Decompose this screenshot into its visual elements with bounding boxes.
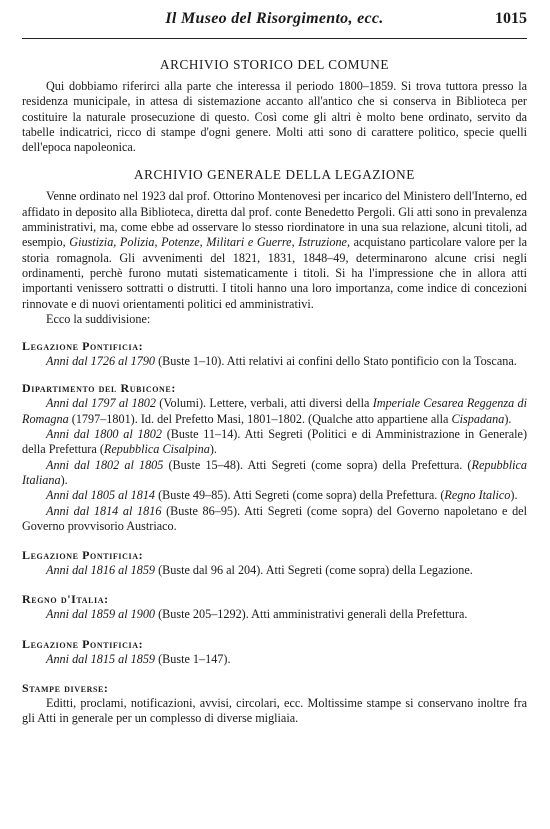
entry-text: (Buste 49–85). Atti Segreti (come sopra) della Prefettura. ( xyxy=(155,488,445,503)
entry-period: Anni dal 1815 al 1859 xyxy=(46,651,156,666)
entry-dipartimento-5 xyxy=(22,504,527,535)
entry-text: (Buste 205–1292). Atti amministrativi generali della Prefettura. xyxy=(155,607,468,622)
entry-text: ). xyxy=(510,488,518,503)
entry-dipartimento-2 xyxy=(22,427,527,458)
entry-text: ). xyxy=(209,442,217,457)
text-run: Venne ordinato nel 1923 dal prof. Ottorino Montenovesi per incarico del Ministero dell'Interno, ed affidato in deposito alla Biblioteca, diretta dal prof. conte Benedetto Pergoli. Gli atti sono in prevalenza amministrativi, ma, come ebbe ad osservare lo stesso riordinatore in una sua relazione, alcuni titoli, ad esempio, xyxy=(22,189,527,250)
entry-period: Anni dal 1802 al 1805 xyxy=(46,457,164,472)
section-title-archivio-generale: ARCHIVIO GENERALE DELLA LEGAZIONE xyxy=(134,167,415,183)
heading-legazione-pontificia-3: Legazione Pontificia: xyxy=(22,636,144,651)
entry-stampe: Editti, proclami, notificazioni, avvisi, circolari, ecc. Moltissime stampe si conservano inoltre fra gli Atti in generale per un complesso di diverse migliaia. xyxy=(22,696,527,726)
entry-text-italic: Repubblica Cisalpina xyxy=(103,442,210,457)
entry-text: (Buste 1–147). xyxy=(155,651,231,666)
page-header xyxy=(22,10,527,32)
entry-text: ). xyxy=(60,472,68,487)
text-run: , acquistano particolare valore per la storia romagnola. Gli avvenimenti del 1821, 1831, 1848–49, determinarono alcune crisi negli ordinamenti, perchè furono mutati sistematicamente i titoli. Si ha l'impressione che in allora atti importanti venissero sottratti o distrutti. I titoli hanno una loro importanza, come indice di concezioni rinnovate e di nuovi orientamenti politici ed amministrativi. xyxy=(22,235,527,311)
entry-text: (Buste 11–14). Atti Segreti (Politici e di Amministrazione in Generale) della Prefettura ( xyxy=(22,427,528,457)
entry-legazione-1 xyxy=(22,354,527,369)
entry-period: Anni dal 1859 al 1900 xyxy=(46,607,156,622)
entry-text: (Buste 86–95). Atti Segreti (come sopra) del Governo napoletano e del Governo provvisorio Austriaco. xyxy=(22,503,527,533)
entry-dipartimento-1 xyxy=(22,396,527,427)
entry-text-italic: Repubblica Italiana xyxy=(22,457,528,487)
text-run-italic: Giustizia, Polizia, Potenze, Militari e Guerre, Istruzione xyxy=(69,235,347,250)
entry-legazione-2 xyxy=(22,563,527,578)
entry-period: Anni dal 1800 al 1802 xyxy=(46,427,162,442)
paragraph-suddivisione: Ecco la suddivisione: xyxy=(46,311,151,326)
paragraph-archivio-generale xyxy=(22,189,527,311)
entry-text: (Buste 1–10). Atti relativi ai confini dello Stato pontificio con la Toscana. xyxy=(155,354,517,369)
entry-legazione-3 xyxy=(22,652,527,667)
entry-text: (1797–1801). Id. del Prefetto Masi, 1801–1802. (Qualche atto appartiene alla xyxy=(68,411,452,426)
entry-period: Anni dal 1816 al 1859 xyxy=(46,563,156,578)
entry-period: Anni dal 1805 al 1814 xyxy=(46,488,156,503)
entry-text: (Buste dal 96 al 204). Atti Segreti (come sopra) della Legazione. xyxy=(155,563,473,578)
entry-text-italic: Regno Italico xyxy=(444,488,511,503)
entry-text: (Volumi). Lettere, verbali, atti diversi della xyxy=(155,396,373,411)
document-page xyxy=(22,10,527,727)
entry-text: (Buste 15–48). Atti Segreti (come sopra) della Prefettura. ( xyxy=(163,457,472,472)
entry-period: Anni dal 1797 al 1802 xyxy=(46,396,156,411)
entry-text-italic: Imperiale Cesarea Reggenza di Romagna xyxy=(22,396,527,426)
entry-text: ). xyxy=(504,411,512,426)
entry-regno xyxy=(22,607,527,622)
entry-period: Anni dal 1726 al 1790 xyxy=(46,354,156,369)
paragraph-archivio-storico: Qui dobbiamo riferirci alla parte che interessa il periodo 1800–1859. Si trova tuttora presso la residenza municipale, in attesa di sistemazione accanto all'antico che si conserva in Biblioteca per costituire la naturale prosecuzione di questo. Così come gli altri è molto bene ordinato, servito da tabelle indicatrici, ricco di stampe d'ogni genere. Molti atti sono di carattere politico, specie quelli dell'epoca napoleonica. xyxy=(22,79,527,155)
entry-period: Anni dal 1814 al 1816 xyxy=(46,503,162,518)
heading-dipartimento-rubicone: Dipartimento del Rubicone: xyxy=(22,381,176,396)
heading-stampe-diverse: Stampe diverse: xyxy=(22,681,109,696)
heading-regno-italia: Regno d'Italia: xyxy=(22,592,109,607)
entry-dipartimento-3 xyxy=(22,458,527,489)
page-number: 1015 xyxy=(495,10,527,27)
heading-legazione-pontificia-2: Legazione Pontificia: xyxy=(22,548,144,563)
heading-legazione-pontificia-1: Legazione Pontificia: xyxy=(22,339,144,354)
header-rule xyxy=(22,38,527,39)
entry-text-italic: Cispadana xyxy=(451,411,505,426)
entry-dipartimento-4 xyxy=(22,488,527,503)
section-title-archivio-storico: ARCHIVIO STORICO DEL COMUNE xyxy=(159,57,390,72)
running-title: Il Museo del Risorgimento, ecc. xyxy=(165,10,384,27)
